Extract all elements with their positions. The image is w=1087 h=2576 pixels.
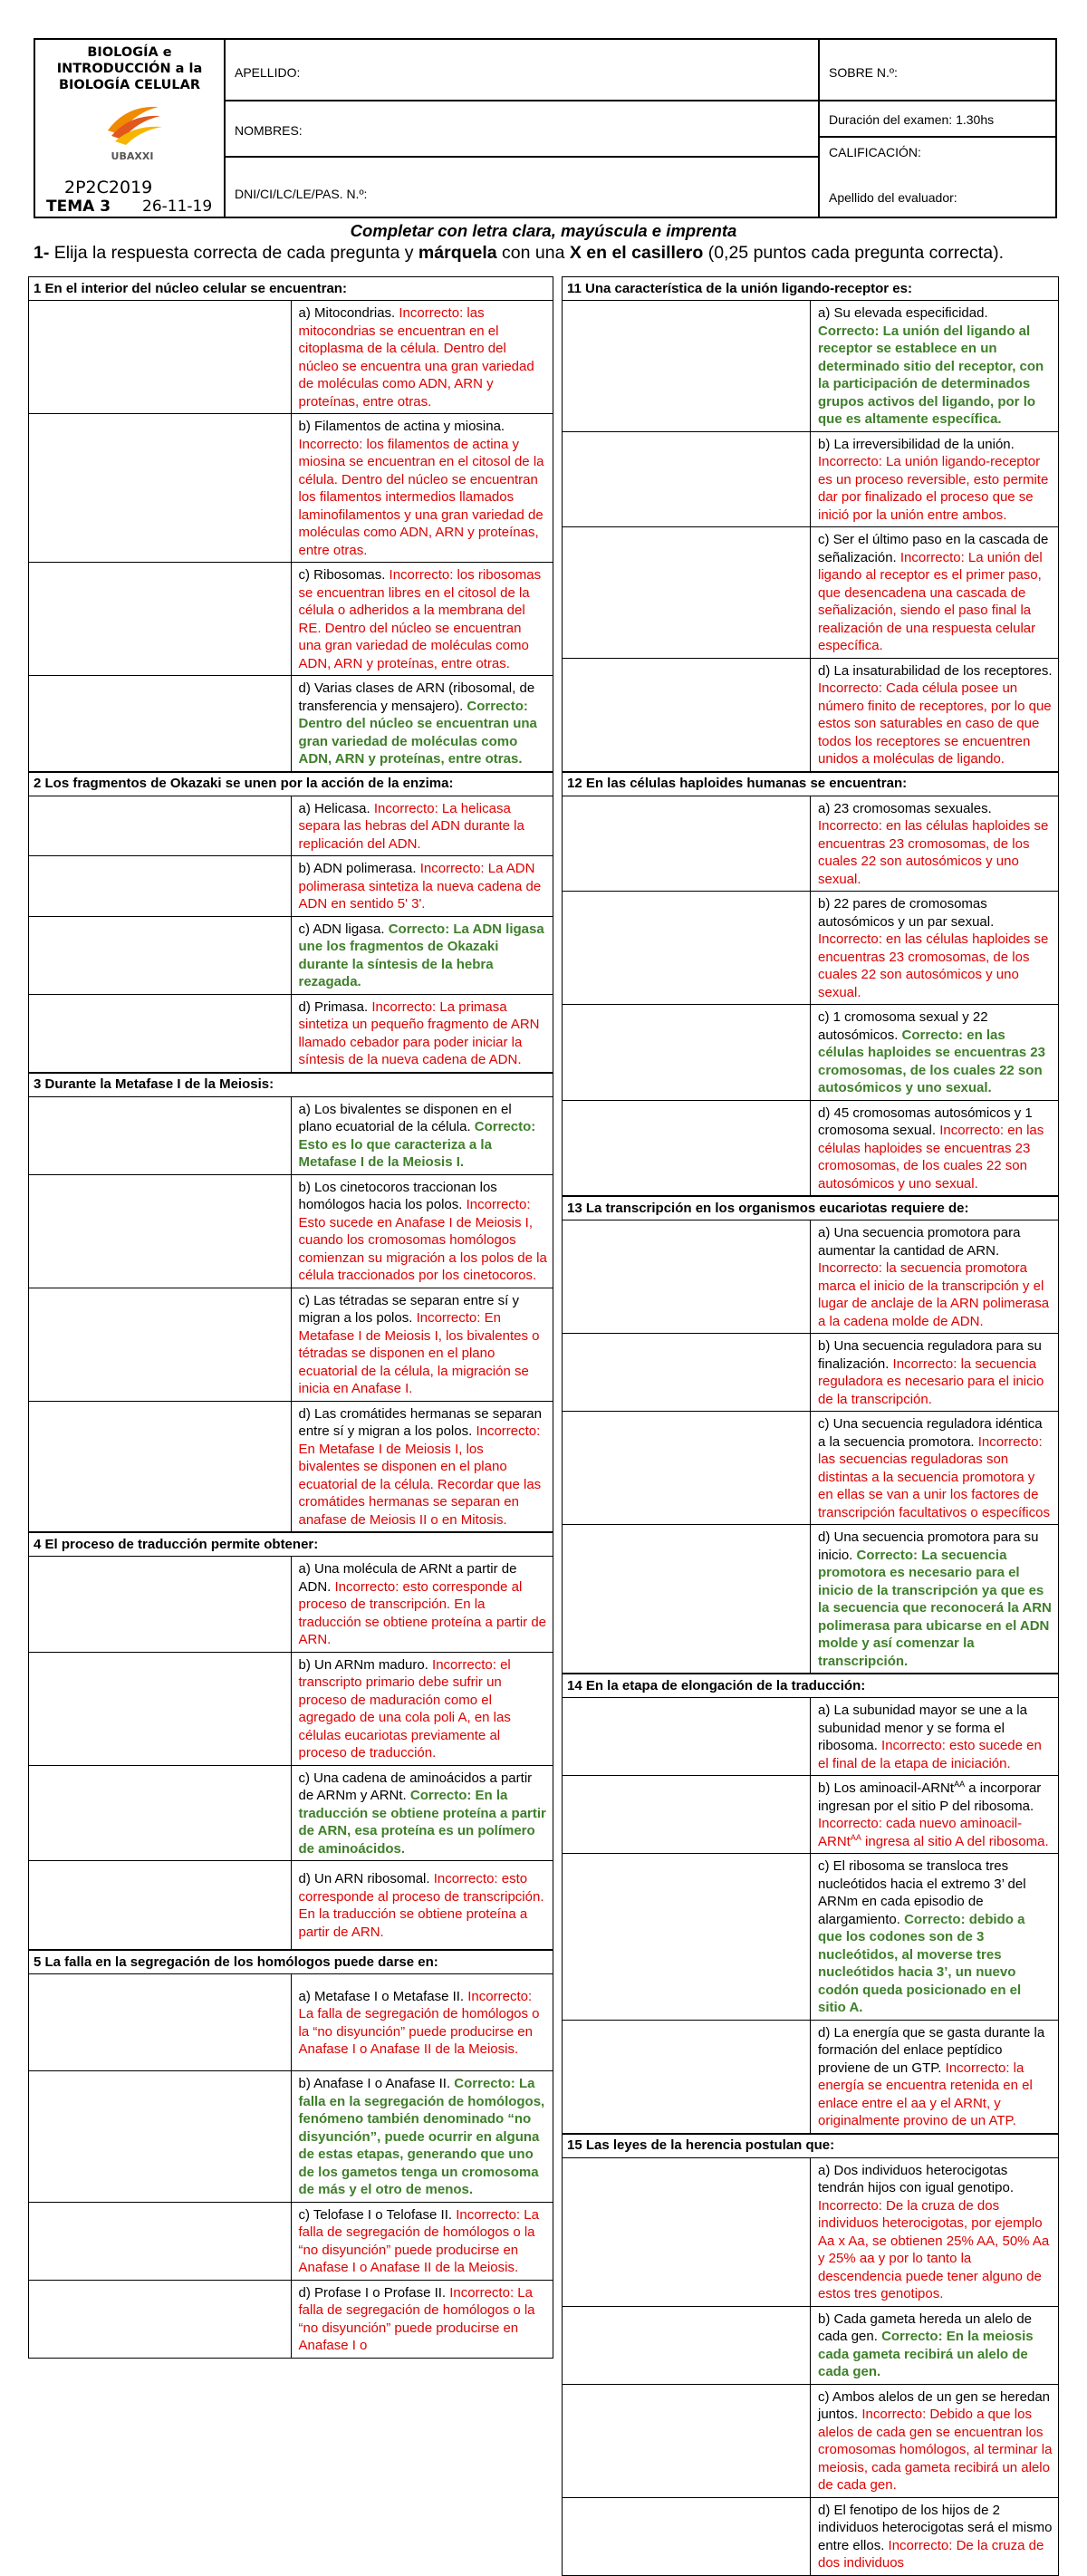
answer-checkbox[interactable]	[563, 1525, 811, 1674]
answer-checkbox[interactable]	[563, 431, 811, 527]
answer-checkbox[interactable]	[29, 2280, 292, 2358]
answer-option: b) Los aminoacil-ARNt$^{AA}$ a incorporar ingresan por el sitio P del ribosoma. Incorrecto: cada nuevo aminoacil-ARNt$^{AA}$ ingresa al sitio A del ribosoma.	[811, 1776, 1059, 1854]
answer-option: b) Los cinetocoros traccionan los homólogos hacia los polos. Incorrecto: Esto sucede en Anafase I de Meiosis I, cuando los cromosomas homólogos comienzan su migración a los polos de la célula traccionados por los cinetocoros.	[291, 1174, 553, 1288]
answer-checkbox[interactable]	[29, 1288, 292, 1401]
answer-option: d) Las cromátides hermanas se separan entre sí y migran a los polos. Incorrecto: En Metafase I de Meiosis I, los bivalentes se disponen en el plano ecuatorial de la célula. Recordar que las cromátides hermanas se separan en anafase de Meiosis II o en Mitosis.	[291, 1401, 553, 1532]
answer-checkbox[interactable]	[29, 1174, 292, 1288]
answer-option: c) Las tétradas se separan entre sí y migran a los polos. Incorrecto: En Metafase I de Meiosis I, los bivalentes o tétradas se disponen en el plano ecuatorial de la célula, la migración se inicia en Anafase I.	[291, 1288, 553, 1401]
answer-option: c) Ambos alelos de un gen se heredan juntos. Incorrecto: Debido a que los alelos de cada gen se encuentran los cromosomas homólogos, al terminar la meiosis, cada gameta recibirá un alelo de cada gen.	[811, 2384, 1059, 2497]
answer-option: b) 22 pares de cromosomas autosómicos y un par sexual. Incorrecto: en las células haploides se encuentras 23 cromosomas, de los cuales 22 son autosómicos y uno sexual.	[811, 892, 1059, 1005]
answer-option: d) Una secuencia promotora para su inicio. Correcto: La secuencia promotora es necesario para el inicio de la transcripción ya que es la secuencia que reconocerá la ARN polimerasa para ubicarse en el ADN molde y así comenzar la transcripción.	[811, 1525, 1059, 1674]
answer-option: c) Una cadena de aminoácidos a partir de ARNm y ARNt. Correcto: En la traducción se obtiene proteína a partir de ARN, esa proteína es un polímero de aminoácidos.	[291, 1765, 553, 1861]
answer-checkbox[interactable]	[29, 676, 292, 772]
duration-label: Duración del examen: 1.30hs	[820, 101, 1055, 138]
answer-checkbox[interactable]	[29, 916, 292, 994]
answer-option: a) Los bivalentes se disponen en el plano ecuatorial de la célula. Correcto: Esto es lo que caracteriza a la Metafase I de la Meiosis I.	[291, 1096, 553, 1174]
subtitle: Completar con letra clara, mayúscula e imprenta	[350, 221, 737, 240]
answer-checkbox[interactable]	[563, 1698, 811, 1776]
question-title: 13 La transcripción en los organismos eucariotas requiere de:	[563, 1197, 1059, 1220]
answer-checkbox[interactable]	[563, 1220, 811, 1334]
answer-checkbox[interactable]	[563, 796, 811, 892]
question-table	[562, 2134, 1059, 2576]
answer-option: c) Ser el último paso en la cascada de señalización. Incorrecto: La unión del ligando al receptor es el primer paso, que desencadena una cascada de señalización, siendo el paso final la realización de una respuesta celular específica.	[811, 527, 1059, 659]
answer-option: b) Un ARNm maduro. Incorrecto: el transcripto primario debe sufrir un proceso de maduración como el agregado de una cola poli A, en las células eucariotas previamente al proceso de traducción.	[291, 1652, 553, 1765]
evaluador-field[interactable]: Apellido del evaluador:	[829, 190, 957, 205]
answer-option: d) Varias clases de ARN (ribosomal, de transferencia y mensajero). Correcto: Dentro del núcleo se encuentran una gran variedad de moléculas como ADN, ARN y proteínas, entre otras.	[291, 676, 553, 772]
instruction-text-1: Elija la respuesta correcta de cada pregunta y	[49, 243, 418, 263]
answer-option: a) 23 cromosomas sexuales. Incorrecto: en las células haploides se encuentras 23 cromosomas, de los cuales 22 son autosómicos y uno sexual.	[811, 796, 1059, 892]
answer-checkbox[interactable]	[29, 2071, 292, 2203]
answer-option: b) ADN polimerasa. Incorrecto: La ADN polimerasa sintetiza la nueva cadena de ADN en sentido 5' 3'.	[291, 856, 553, 917]
answer-option: b) Cada gameta hereda un alelo de cada gen. Correcto: En la meiosis cada gameta recibirá un alelo de cada gen.	[811, 2306, 1059, 2384]
question-title: 5 La falla en la segregación de los homólogos puede darse en:	[29, 1951, 553, 1974]
answer-checkbox[interactable]	[29, 1652, 292, 1765]
course-title: BIOLOGÍA e INTRODUCCIÓN a la BIOLOGÍA CELULAR	[56, 45, 203, 92]
answer-option: c) Telofase I o Telofase II. Incorrecto: La falla de segregación de homólogos o la “no disyunción” puede producirse en Anafase I o Anafase II de la Meiosis.	[291, 2202, 553, 2280]
answer-checkbox[interactable]	[29, 1557, 292, 1653]
header-student-box	[226, 40, 820, 217]
answer-checkbox[interactable]	[29, 994, 292, 1072]
answer-checkbox[interactable]	[29, 796, 292, 856]
answer-checkbox[interactable]	[563, 892, 811, 1005]
question-title: 15 Las leyes de la herencia postulan que:	[563, 2134, 1059, 2157]
answer-option: c) 1 cromosoma sexual y 22 autosómicos. Correcto: en las células haploides se encuentras 23 cromosomas, de los cuales 22 son autosómicos y uno sexual.	[811, 1005, 1059, 1101]
nombres-field[interactable]: NOMBRES:	[226, 101, 818, 158]
answer-checkbox[interactable]	[563, 2384, 811, 2497]
answer-option: a) La subunidad mayor se une a la subunidad menor y se forma el ribosoma. Incorrecto: esto sucede en el final de la etapa de iniciación.	[811, 1698, 1059, 1776]
answer-option: a) Una secuencia promotora para aumentar la cantidad de ARN. Incorrecto: la secuencia promotora marca el inicio de la transcripción y el lugar de anclaje de la ARN polimerasa a la cadena molde de ADN.	[811, 1220, 1059, 1334]
answer-option: c) Una secuencia reguladora idéntica a la secuencia promotora. Incorrecto: las secuencias reguladoras son distintas a la secuencia promotora y en ellas se van a unir los factores de transcripción facultativos o específicos	[811, 1412, 1059, 1525]
answer-option: b) Una secuencia reguladora para su finalización. Incorrecto: la secuencia reguladora es necesario para el inicio de la transcripción.	[811, 1334, 1059, 1412]
answer-checkbox[interactable]	[563, 658, 811, 771]
answer-checkbox[interactable]	[563, 301, 811, 432]
exam-tema: TEMA 3	[46, 198, 111, 216]
answer-checkbox[interactable]	[563, 2020, 811, 2133]
answer-option: b) La irreversibilidad de la unión. Incorrecto: La unión ligando-receptor es un proceso reversible, esto permite dar por finalizado el proceso que se inició por la unión entre ambos.	[811, 431, 1059, 527]
question-title: 3 Durante la Metafase I de la Meiosis:	[29, 1073, 553, 1096]
answer-option: a) Una molécula de ARNt a partir de ADN. Incorrecto: esto corresponde al proceso de transcripción. En la traducción se obtiene proteína a partir de ARN.	[291, 1557, 553, 1653]
answer-option: a) Mitocondrias. Incorrecto: las mitocondrias se encuentran en el citoplasma de la célula. Dentro del núcleo se encuentra una gran variedad de moléculas como ADN, ARN y proteínas, entre otras.	[291, 301, 553, 414]
answer-checkbox[interactable]	[29, 1401, 292, 1532]
answer-checkbox[interactable]	[563, 1100, 811, 1196]
questions-right-column	[562, 276, 1059, 2576]
answer-option: d) La insaturabilidad de los receptores. Incorrecto: Cada célula posee un número finito de receptores, por lo que estos son saturables en caso de que todos los receptores se encuentren unidos a moléculas de ligando.	[811, 658, 1059, 771]
answer-checkbox[interactable]	[563, 2497, 811, 2575]
answer-option: a) Metafase I o Metafase II. Incorrecto: La falla de segregación de homólogos o la “no disyunción” puede producirse en Anafase I o Anafase II de la Meiosis.	[291, 1974, 553, 2071]
question-table	[562, 1196, 1059, 1674]
answer-option: c) Ribosomas. Incorrecto: los ribosomas se encuentran libres en el citosol de la célula o adheridos a la membrana del RE. Dentro del núcleo se encuentran una gran variedad de moléculas como ADN, ARN y proteínas, entre otras.	[291, 563, 553, 676]
question-table	[562, 276, 1059, 772]
question-title: 11 Una característica de la unión ligando-receptor es:	[563, 277, 1059, 301]
answer-option: a) Dos individuos heterocigotas tendrán hijos con igual genotipo. Incorrecto: De la cruza de dos individuos heterocigotas, por ejemplo Aa x Aa, se obtienen 25% AA, 50% Aa y 25% aa y por lo tanto la descendencia puede tener alguno de estos tres genotipos.	[811, 2157, 1059, 2306]
answer-checkbox[interactable]	[29, 2202, 292, 2280]
exam-header	[34, 38, 1057, 218]
answer-checkbox[interactable]	[29, 1974, 292, 2071]
answer-option: a) Helicasa. Incorrecto: La helicasa separa las hebras del ADN durante la replicación del ADN.	[291, 796, 553, 856]
question-table	[28, 1950, 553, 2359]
question-title: 14 En la etapa de elongación de la traducción:	[563, 1674, 1059, 1698]
questions-left-column	[28, 276, 553, 2359]
question-title: 12 En las células haploides humanas se encuentran:	[563, 772, 1059, 796]
answer-checkbox[interactable]	[563, 527, 811, 659]
dni-field[interactable]: DNI/CI/LC/LE/PAS. N.º:	[235, 187, 368, 201]
instruction-bold-1: márquela	[418, 243, 497, 263]
apellido-field[interactable]: APELLIDO:	[226, 40, 818, 101]
instruction-text-3: (0,25 puntos cada pregunta correcta).	[703, 243, 1004, 263]
answer-checkbox[interactable]	[563, 1005, 811, 1101]
answer-checkbox[interactable]	[563, 2157, 811, 2306]
answer-option: d) Profase I o Profase II. Incorrecto: La falla de segregación de homólogos o la “no disyunción” puede producirse en Anafase I o	[291, 2280, 553, 2358]
answer-checkbox[interactable]	[29, 301, 292, 414]
answer-option: d) La energía que se gasta durante la formación del enlace peptídico proviene de un GTP. Incorrecto: la energía se encuentra retenida en el enlace entre el aa y el ARNt, y originalmente provino de un ATP.	[811, 2020, 1059, 2133]
answer-option: c) El ribosoma se transloca tres nucleótidos hacia el extremo 3’ del ARNm en cada episodio de alargamiento. Correcto: debido a que los codones son de 3 nucleótidos, al moverse tres nucleótidos hacia 3’, un nuevo codón queda posicionado en el sitio A.	[811, 1854, 1059, 2021]
instruction-bold-2: X en el casillero	[569, 243, 704, 263]
question-table	[28, 772, 553, 1073]
question-title: 4 El proceso de traducción permite obtener:	[29, 1533, 553, 1557]
answer-option: d) Un ARN ribosomal. Incorrecto: esto corresponde al proceso de transcripción. En la traducción se obtiene proteína a partir de ARN.	[291, 1861, 553, 1950]
question-title: 1 En el interior del núcleo celular se encuentran:	[29, 277, 553, 301]
answer-checkbox[interactable]	[29, 563, 292, 676]
answer-checkbox[interactable]	[29, 1861, 292, 1950]
header-course-box	[35, 40, 226, 217]
question-table	[562, 1674, 1059, 2134]
exam-date: 26-11-19	[142, 198, 213, 216]
answer-option: c) ADN ligasa. Correcto: La ADN ligasa une los fragmentos de Okazaki durante la síntesis de la hebra rezagada.	[291, 916, 553, 994]
answer-checkbox[interactable]	[29, 1096, 292, 1174]
instruction-num: 1-	[34, 243, 50, 263]
ubaxxi-logo	[99, 103, 166, 163]
calificacion-field[interactable]: CALIFICACIÓN:	[829, 145, 921, 159]
answer-checkbox[interactable]	[563, 2306, 811, 2384]
answer-checkbox[interactable]	[29, 414, 292, 563]
header-info-box	[820, 40, 1055, 217]
answer-option: b) Filamentos de actina y miosina. Incorrecto: los filamentos de actina y miosina se encuentran en el citosol de la célula. Dentro del núcleo se encuentran los filamentos intermedios llamados laminofilamentos y una gran variedad de moléculas como ADN, ARN y proteínas, entre otras.	[291, 414, 553, 563]
answer-checkbox[interactable]	[563, 1776, 811, 1854]
answer-checkbox[interactable]	[29, 856, 292, 917]
question-title: 2 Los fragmentos de Okazaki se unen por la acción de la enzima:	[29, 772, 553, 796]
answer-checkbox[interactable]	[563, 1334, 811, 1412]
answer-option: d) 45 cromosomas autosómicos y 1 cromosoma sexual. Incorrecto: en las células haploides se encuentras 23 cromosomas, de los cuales 22 son autosómicos y uno sexual.	[811, 1100, 1059, 1196]
question-table	[562, 772, 1059, 1197]
logo-text: UBAXXI	[111, 150, 154, 162]
instruction-text-2: con una	[496, 243, 570, 263]
question-table	[28, 1073, 553, 1533]
question-table	[28, 1532, 553, 1950]
answer-checkbox[interactable]	[563, 1854, 811, 2021]
answer-option: a) Su elevada especificidad. Correcto: La unión del ligando al receptor se establece en un determinado sitio del receptor, con la participación de determinados grupos activos del ligando, por lo que es altamente específica.	[811, 301, 1059, 432]
exam-code: 2P2C2019	[64, 178, 153, 198]
question-table	[28, 276, 553, 772]
answer-checkbox[interactable]	[563, 1412, 811, 1525]
answer-checkbox[interactable]	[29, 1765, 292, 1861]
answer-option: d) Primasa. Incorrecto: La primasa sintetiza un pequeño fragmento de ARN llamado cebador para poder iniciar la síntesis de la nueva cadena de ADN.	[291, 994, 553, 1072]
sobre-field[interactable]: SOBRE N.º:	[820, 40, 1055, 101]
answer-option: d) El fenotipo de los hijos de 2 individuos heterocigotas será el mismo entre ellos. Incorrecto: De la cruza de dos individuos	[811, 2497, 1059, 2575]
instruction	[34, 243, 1004, 264]
answer-option: b) Anafase I o Anafase II. Correcto: La falla en la segregación de homólogos, fenómeno también denominado “no disyunción”, puede ocurrir en alguna de estas etapas, generando que uno de los gametos tenga un cromosoma de más y el otro de menos.	[291, 2071, 553, 2203]
